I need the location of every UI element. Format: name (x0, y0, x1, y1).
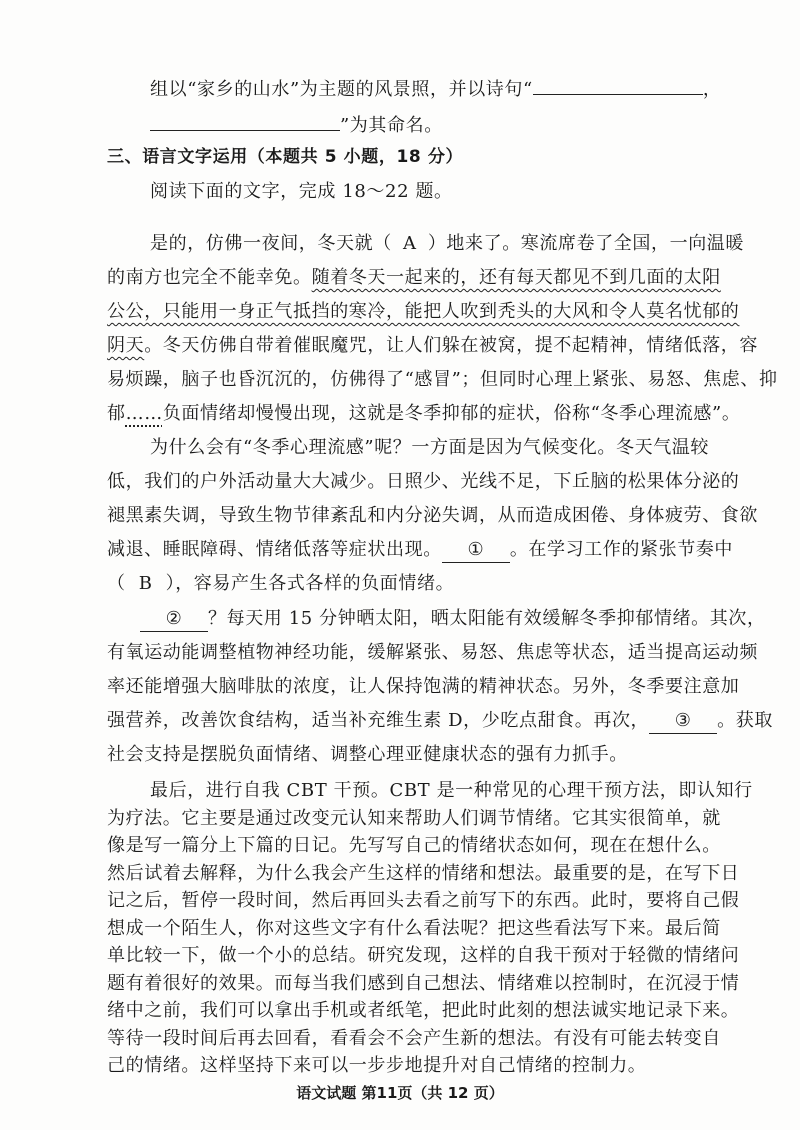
p1-line-1 (150, 228, 744, 260)
p2-line-5 (107, 568, 454, 600)
p3-line-4 (107, 705, 773, 737)
wavy-underlined-sentence: 随着冬天一起来的，还有每天都见不到几面的太阳 (311, 267, 721, 288)
p4-line-4: 然后试着去解释，为什么我会产生这样的情绪和想法。最重要的是，在写下日 (107, 862, 740, 884)
p2-text: 。在学习工作的紧张节奏中 (509, 539, 734, 560)
p1-text: 负面情绪却慢慢出现，这就是冬季抑郁的症状，俗称“冬季心理流感”。 (162, 403, 741, 424)
p4-line-8: 题有着很好的效果。而每当我们感到自己想法、情绪难以控制时，在沉浸于情 (107, 972, 740, 994)
p1-line-3 (107, 296, 739, 328)
p2-text: （ (107, 573, 126, 594)
p1-text: 的南方也完全不能幸免。 (107, 267, 312, 288)
blank-A[interactable]: A (403, 233, 417, 254)
p1-text: 郁 (107, 403, 126, 424)
p4-line-5: 记之后，暂停一段时间，然后再回头去看之前写下的东西。此时，要将自己假 (107, 890, 740, 911)
blank-3[interactable]: ③ (649, 709, 717, 734)
answer-blank-poem-1[interactable] (533, 74, 703, 95)
blank-1[interactable]: ① (442, 538, 510, 563)
p4-line-1: 最后，进行自我 CBT 干预。CBT 是一种常见的心理干预方法，即认知行 (150, 780, 753, 801)
page-footer: 语文试题 第11页（共 12 页） (296, 1084, 504, 1102)
p2-line-2: 低，我们的户外活动量大大减少。日照少、光线不足，下丘脑的松果体分泌的 (107, 471, 740, 492)
p3-line-3: 率还能增强大脑啡肽的浓度，让人保持饱满的精神状态。另外，冬季要注意加 (107, 676, 740, 697)
wavy-underlined-sentence: 阴天 (107, 335, 145, 356)
p1-line-6 (107, 398, 740, 430)
p3-text: 。获取 (717, 710, 773, 731)
p3-text: ？每天用 15 分钟晒太阳，晒太阳能有效缓解冬季抑郁情绪。其次， (208, 608, 766, 629)
dotted-emphasis: …… (125, 403, 163, 424)
p3-line-5: 社会支持是摆脱负面情绪、调整心理亚健康状态的强有力抓手。 (107, 744, 628, 765)
p3-line-2: 有氧运动能调整植物神经功能，缓解紧张、易怒、焦虑等状态，适当提高运动频 (107, 642, 758, 663)
section-title: 三、语言文字运用（本题共 5 小题，18 分） (107, 147, 464, 167)
answer-blank-poem-2[interactable] (150, 110, 340, 131)
p2-line-4 (107, 534, 733, 566)
p2-text: 减退、睡眠障碍、情绪低落等症状出现。 (107, 539, 442, 560)
p4-line-7: 单比较一下，做一个小的总结。研究发现，这样的自我干预对于轻微的情绪问 (107, 945, 740, 966)
p4-line-9: 绪中之前，我们可以拿出手机或者纸笔，把此时此刻的想法诚实地记录下来。 (107, 1000, 740, 1021)
p1-text: ）地来了。寒流席卷了全国，一向温暖 (427, 233, 745, 254)
p4-line-3: 像是写一篇分上下篇的日记。先写写自己的情绪状态如何，现在在想什么。 (107, 835, 721, 856)
p1-line-2 (107, 262, 721, 294)
p4-line-11: 己的情绪。这样坚持下来可以一步步地提升对自己情绪的控制力。 (107, 1055, 647, 1076)
p1-text: 。冬天仿佛自带着催眠魔咒，让人们躲在被窝，提不起精神，情绪低落，容 (144, 335, 758, 356)
p1-line-4 (107, 330, 758, 362)
p1-line-5 (107, 364, 778, 396)
p3-line-1 (140, 603, 766, 635)
prev-question-comma: ， (702, 79, 722, 100)
p1-text: 是的，仿佛一夜间，冬天就（ (150, 233, 392, 254)
section-instruction: 阅读下面的文字，完成 18～22 题。 (150, 181, 453, 202)
wavy-underlined-sentence: 公公，只能用一身正气抵挡的寒冷，能把人吹到秃头的大风和令人莫名忧郁的 (107, 301, 740, 322)
p3-text: 强营养，改善饮食结构，适当补充维生素 D，少吃点甜食。再次， (107, 710, 650, 731)
prev-question-line-2 (150, 110, 443, 142)
prev-question-line-1 (150, 74, 721, 106)
p2-line-1: 为什么会有“冬季心理流感”呢？一方面是因为气候变化。冬天气温较 (150, 437, 710, 458)
p1-text: 易烦躁，脑子也昏沉沉的，仿佛得了“感冒”；但同时心理上紧张、易怒、焦虑、抑 (107, 369, 778, 390)
prev-question-text-2: ”为其命名。 (340, 115, 443, 136)
p2-line-3: 褪黑素失调，导致生物节律紊乱和内分泌失调，从而造成困倦、身体疲劳、食欲 (107, 505, 758, 526)
blank-2[interactable]: ② (140, 607, 208, 632)
p4-line-6: 想成一个陌生人，你对这些文字有什么看法呢？把这些看法写下来。最后简 (107, 917, 721, 939)
p4-line-10: 等待一段时间后再去回看，看看会不会产生新的想法。有没有可能去转变自 (107, 1027, 721, 1049)
p2-text: ），容易产生各式各样的负面情绪。 (165, 573, 455, 594)
prev-question-text: 组以“家乡的山水”为主题的风景照，并以诗句“ (150, 79, 533, 100)
blank-B[interactable]: B (138, 573, 153, 594)
p4-line-2: 为疗法。它主要是通过改变元认知来帮助人们调节情绪。它其实很简单，就 (107, 807, 721, 829)
